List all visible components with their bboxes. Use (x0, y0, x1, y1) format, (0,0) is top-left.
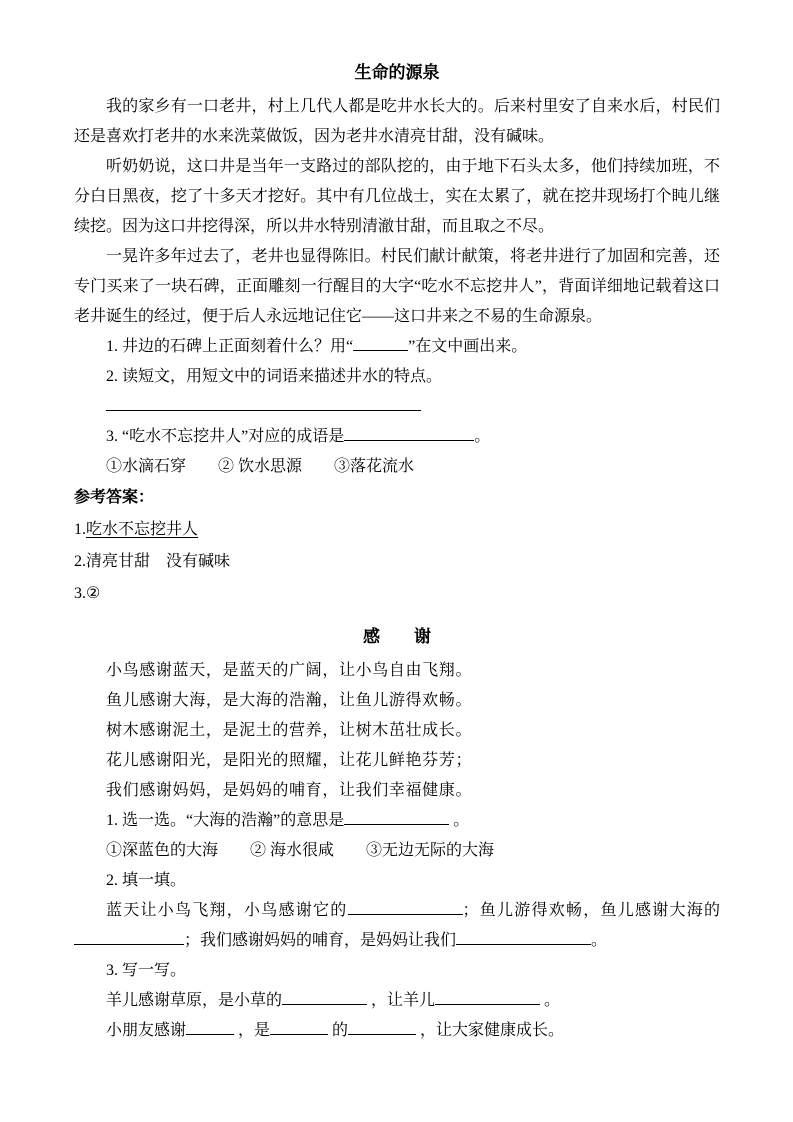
passage2-question-3-line-2 (106, 1016, 720, 1046)
p2-q3b-segment-3: 的 (328, 1022, 349, 1039)
passage1-paragraph-2: 听奶奶说，这口井是当年一支路过的部队挖的，由于地下石头太多，他们持续加班，不分白日黑夜，挖了十多天才挖好。其中有几位战士，实在太累了，就在挖井现场打个盹儿继续挖。因为这口井挖得深，所以井水特别清澈甘甜，而且取之不尽。 (74, 158, 720, 235)
passage1-paragraph-3: 一晃许多年过去了，老井也显得陈旧。村民们献计献策，将老井进行了加固和完善，还专门买来了一块石碑，正面雕刻一行醒目的大字“吃水不忘挖井人”，背面详细地记载着这口老井诞生的经过，便于后人永远地记住它——这口井来之不易的生命源泉。 (74, 248, 720, 325)
passage1-title: 生命的源泉 (354, 63, 440, 82)
passage1-paragraph-1: 我的家乡有一口老井，村上几代人都是吃井水长大的。后来村里安了自来水后，村民们还是喜欢打老井的水来洗菜做饭，因为老井水清亮甘甜，没有碱味。 (74, 98, 720, 145)
p2-q3b-segment-2: ，是 (234, 1022, 271, 1039)
fill-blank (435, 990, 540, 1005)
passage2-question-2-body (74, 896, 720, 956)
question-1-text-post: ”在文中画出来。 (408, 338, 528, 355)
fill-blank (282, 990, 367, 1005)
fill-blank (456, 930, 591, 945)
poem-line-1: 小鸟感谢蓝天，是蓝天的广阔，让小鸟自由飞翔。 (106, 662, 473, 679)
fill-blank (186, 1020, 234, 1035)
poem-line-3: 树木感谢泥土，是泥土的营养，让树木茁壮成长。 (106, 722, 473, 739)
passage2-title: 感 谢 (363, 627, 431, 646)
passage1-question-3 (106, 422, 720, 452)
p2-question-1-text-pre: 1. 选一选。“大海的浩瀚”的意思是 (106, 812, 345, 829)
reference-answer-3: 3.② (74, 585, 101, 602)
p2-question-1-text-post: 。 (449, 812, 470, 829)
passage2-question-3-line-1 (106, 986, 720, 1016)
fill-blank (348, 1020, 416, 1035)
passage2-question-1 (106, 806, 720, 836)
passage1-question-1 (106, 332, 720, 362)
poem-line-4: 花儿感谢阳光，是阳光的照耀，让花儿鲜艳芬芳； (106, 752, 473, 769)
passage1-question-2-answer-line (106, 392, 720, 422)
p2-q2-segment-2: ；鱼儿游得欢畅，鱼儿感谢大海的 (462, 902, 720, 919)
question-3-text-post: 。 (474, 428, 491, 445)
fill-blank (353, 336, 408, 351)
fill-blank (270, 1020, 328, 1035)
reference-answers-heading: 参考答案： (74, 489, 155, 506)
p2-q2-segment-1: 蓝天让小鸟飞翔，小鸟感谢它的 (106, 902, 348, 919)
answer-underline (106, 396, 421, 411)
fill-blank (344, 810, 449, 825)
fill-blank (74, 930, 184, 945)
p2-q2-segment-4: 。 (591, 932, 608, 949)
p2-q3a-segment-2: ，让羊儿 (367, 992, 436, 1009)
fill-blank (348, 900, 463, 915)
passage1-question-3-options: ①水滴石穿 ② 饮水思源 ③落花流水 (106, 458, 415, 475)
question-3-text-pre: 3. “吃水不忘挖井人”对应的成语是 (106, 428, 345, 445)
passage2-question-3-label: 3. 写一写。 (106, 962, 187, 979)
p2-q3a-segment-1: 羊儿感谢草原，是小草的 (106, 992, 283, 1009)
p2-q3b-segment-1: 小朋友感谢 (106, 1022, 187, 1039)
fill-blank (344, 426, 474, 441)
p2-q2-segment-3: ；我们感谢妈妈的哺育，是妈妈让我们 (184, 932, 457, 949)
answer-1-number: 1. (74, 521, 86, 538)
passage2-question-2-label: 2. 填一填。 (106, 872, 187, 889)
reference-answer-2: 2.清亮甘甜 没有碱味 (74, 553, 231, 570)
poem-line-2: 鱼儿感谢大海，是大海的浩瀚，让鱼儿游得欢畅。 (106, 692, 473, 709)
question-1-text-pre: 1. 井边的石碑上正面刻着什么？用“ (106, 338, 354, 355)
p2-q3b-segment-4: ，让大家健康成长。 (416, 1022, 565, 1039)
p2-q3a-segment-3: 。 (540, 992, 561, 1009)
passage2-question-1-options: ①深蓝色的大海 ② 海水很咸 ③无边无际的大海 (106, 842, 495, 859)
reference-answer-1 (74, 514, 720, 546)
poem-line-5: 我们感谢妈妈，是妈妈的哺育，让我们幸福健康。 (106, 782, 473, 799)
passage1-question-2: 2. 读短文，用短文中的词语来描述井水的特点。 (106, 368, 443, 385)
answer-1-text: 吃水不忘挖井人 (86, 521, 199, 538)
